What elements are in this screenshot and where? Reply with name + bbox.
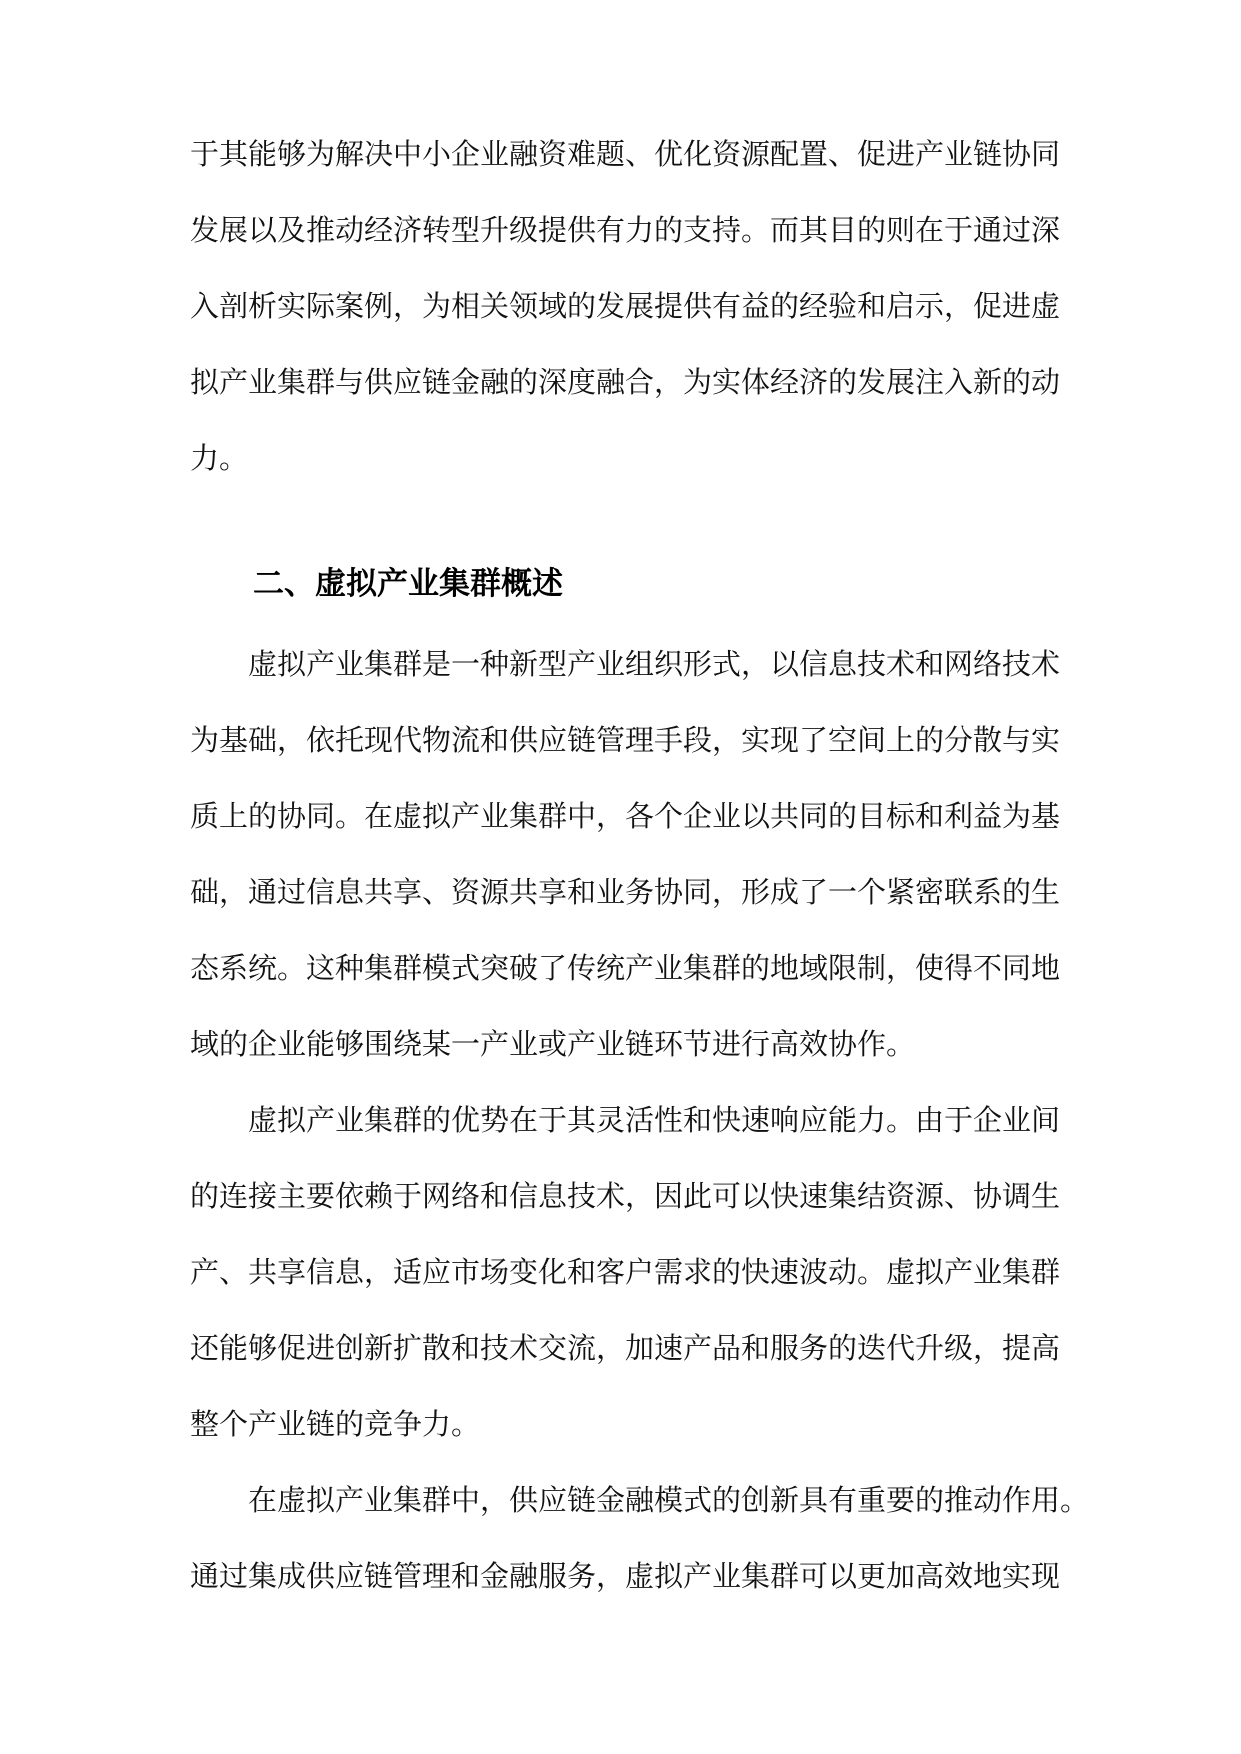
paragraph-2-line-1: 虚拟产业集群的优势在于其灵活性和快速响应能力。由于企业间 — [248, 1103, 1061, 1137]
paragraph-1-line-4: 础，通过信息共享、资源共享和业务协同，形成了一个紧密联系的生 — [190, 875, 1061, 909]
paragraph-3-line-1: 在虚拟产业集群中，供应链金融模式的创新具有重要的推动作用。 — [248, 1483, 1090, 1517]
intro-line-5: 力。 — [190, 441, 249, 475]
paragraph-1-line-2: 为基础，依托现代物流和供应链管理手段，实现了空间上的分散与实 — [190, 723, 1061, 757]
intro-line-1: 于其能够为解决中小企业融资难题、优化资源配置、促进产业链协同 — [190, 137, 1061, 171]
paragraph-2-line-4: 还能够促进创新扩散和技术交流，加速产品和服务的迭代升级，提高 — [190, 1331, 1061, 1365]
intro-line-3: 入剖析实际案例，为相关领域的发展提供有益的经验和启示，促进虚 — [190, 289, 1061, 323]
paragraph-1-line-1: 虚拟产业集群是一种新型产业组织形式，以信息技术和网络技术 — [248, 647, 1061, 681]
intro-line-4: 拟产业集群与供应链金融的深度融合，为实体经济的发展注入新的动 — [190, 365, 1061, 399]
paragraph-1-line-3: 质上的协同。在虚拟产业集群中，各个企业以共同的目标和利益为基 — [190, 799, 1061, 833]
section-heading: 二、虚拟产业集群概述 — [253, 566, 563, 602]
paragraph-2-line-2: 的连接主要依赖于网络和信息技术，因此可以快速集结资源、协调生 — [190, 1179, 1061, 1213]
paragraph-3-line-2: 通过集成供应链管理和金融服务，虚拟产业集群可以更加高效地实现 — [190, 1559, 1061, 1593]
paragraph-1-line-5: 态系统。这种集群模式突破了传统产业集群的地域限制，使得不同地 — [190, 951, 1061, 985]
paragraph-1-line-6: 域的企业能够围绕某一产业或产业链环节进行高效协作。 — [190, 1027, 916, 1061]
paragraph-2-line-3: 产、共享信息，适应市场变化和客户需求的快速波动。虚拟产业集群 — [190, 1255, 1061, 1289]
paragraph-2-line-5: 整个产业链的竞争力。 — [190, 1407, 481, 1441]
intro-line-2: 发展以及推动经济转型升级提供有力的支持。而其目的则在于通过深 — [190, 213, 1061, 247]
